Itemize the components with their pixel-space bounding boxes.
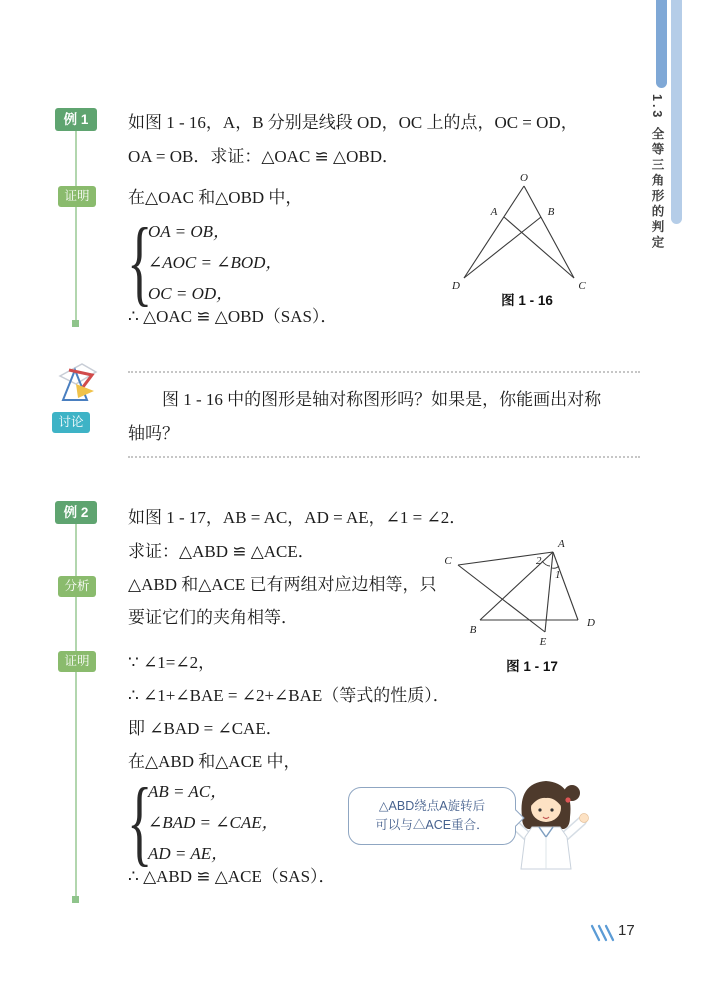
figure-1-17 (430, 535, 615, 655)
proof2-step1: ∵ ∠1=∠2， (128, 653, 216, 672)
side-tab-bar-dark (656, 0, 667, 88)
proof1-eq1: OA = OB， (148, 221, 230, 241)
fig16-label-O: O (520, 172, 528, 184)
proof2-step2: ∴ ∠1+∠BAE = ∠2+∠BAE（等式的性质）． (128, 686, 450, 705)
example1-line2: OA = OB．求证：△OAC ≌ △OBD． (128, 147, 399, 166)
fig16-label-C: C (578, 280, 586, 292)
fig17-label-D: D (587, 617, 595, 629)
margin-line-2-end (72, 896, 79, 903)
divider-bottom (128, 456, 640, 458)
discussion-line2: 轴吗？ (128, 424, 179, 443)
side-tab-bar-light (671, 0, 682, 224)
proof1-conclusion: ∴ △OAC ≌ △OBD（SAS）． (128, 307, 338, 326)
proof1-system (122, 214, 282, 310)
speech-bubble (348, 787, 516, 845)
left-brace (122, 214, 144, 310)
left-brace (122, 774, 144, 870)
proof2-conclusion: ∴ △ABD ≌ △ACE（SAS）． (128, 867, 336, 886)
fig17-label-E: E (539, 636, 547, 648)
figure-1-16 (442, 170, 612, 294)
example2-line1: 如图 1 - 17，AB = AC，AD = AE，∠1 = ∠2． (128, 508, 467, 527)
speech-bubble-line2: 可以与△ACE重合． (375, 818, 489, 832)
fig17-angle-1: 1 (555, 569, 561, 581)
proof2-eq1: AB = AC， (148, 781, 228, 801)
fig17-label-C: C (444, 555, 452, 567)
margin-line-1 (75, 128, 77, 322)
fig16-label-B: B (547, 206, 555, 218)
fig16-label-A: A (490, 206, 498, 218)
fig17-label-B: B (469, 624, 477, 636)
proof1-eq3: OC = OD， (148, 283, 234, 303)
badge-proof-1: 证明 (58, 186, 96, 207)
badge-proof-2: 证明 (58, 651, 96, 672)
proof1-intro: 在△OAC 和△OBD 中， (128, 188, 303, 207)
proof2-step3: 即 ∠BAD = ∠CAE． (128, 719, 283, 738)
page-number: 17 (618, 922, 635, 939)
section-tab-label: 1.3 全等三角形的判定 (650, 94, 664, 251)
proof2-eq2: ∠BAD = ∠CAE， (148, 812, 279, 832)
page-number-slashes-icon (589, 924, 616, 942)
fig17-label-A: A (558, 538, 565, 550)
proof2-eq3: AD = AE， (148, 843, 229, 863)
example1-line1: 如图 1 - 16，A，B 分别是线段 OD，OC 上的点，OC = OD， (128, 113, 578, 132)
badge-discussion: 讨论 (52, 412, 90, 433)
proof2-step4: 在△ABD 和△ACE 中， (128, 752, 301, 771)
badge-example-2: 例 2 (55, 501, 97, 524)
badge-example-1: 例 1 (55, 108, 97, 131)
divider-top (128, 371, 640, 373)
margin-line-1-end (72, 320, 79, 327)
analysis-line1: △ABD 和△ACE 已有两组对应边相等，只 (128, 575, 437, 594)
badge-analysis: 分析 (58, 576, 96, 597)
speech-bubble-line1: △ABD绕点A旋转后 (378, 799, 486, 813)
analysis-line2: 要证它们的夹角相等． (128, 608, 298, 627)
proof1-eq2: ∠AOC = ∠BOD， (148, 252, 283, 272)
fig17-angle-2: 2 (536, 555, 542, 567)
figure-1-17-caption: 图 1 - 17 (506, 659, 558, 674)
figure-1-16-caption: 图 1 - 16 (501, 293, 553, 308)
discussion-logo-icon (54, 360, 102, 406)
discussion-line1: 图 1 - 16 中的图形是轴对称图形吗？如果是，你能画出对称 (162, 390, 602, 409)
proof2-system (122, 774, 279, 870)
fig16-label-D: D (452, 280, 460, 292)
example2-line2: 求证：△ABD ≌ △ACE． (128, 542, 315, 561)
